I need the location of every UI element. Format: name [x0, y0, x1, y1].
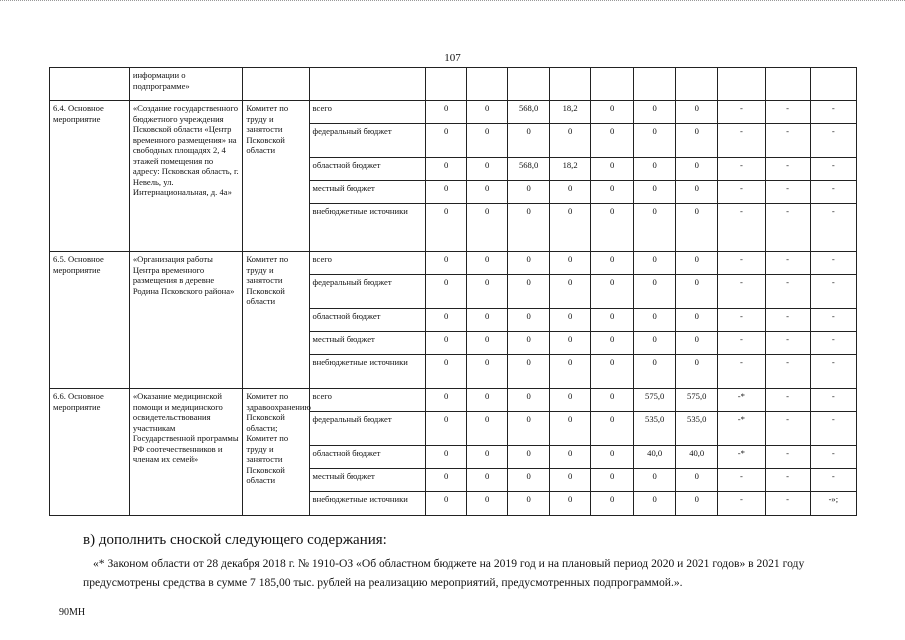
value-cell: 0 [634, 309, 676, 332]
value-cell: 0 [508, 412, 550, 446]
value-cell: 0 [467, 412, 508, 446]
funding-source: местный бюджет [309, 469, 426, 492]
value-cell: 0 [550, 412, 591, 446]
value-cell: 0 [467, 309, 508, 332]
table-cell [243, 68, 309, 101]
value-cell: 0 [634, 101, 676, 124]
value-cell: 568,0 [508, 158, 550, 181]
value-cell: 0 [591, 469, 634, 492]
value-cell: 0 [591, 492, 634, 516]
value-cell: 0 [676, 204, 718, 252]
value-cell: 0 [550, 469, 591, 492]
value-cell: 0 [591, 124, 634, 158]
section-executor: Комитет по здравоохранению Псковской области; Комитет по труду и занятости Псковской области [243, 389, 309, 516]
value-cell: 0 [467, 158, 508, 181]
value-cell: 0 [676, 181, 718, 204]
value-cell: 0 [634, 332, 676, 355]
value-cell: 0 [676, 332, 718, 355]
value-cell: - [718, 158, 765, 181]
value-cell: - [718, 355, 765, 389]
value-cell: 0 [550, 389, 591, 412]
funding-source: местный бюджет [309, 181, 426, 204]
value-cell: 535,0 [676, 412, 718, 446]
value-cell: - [765, 492, 810, 516]
table-row [50, 389, 857, 412]
value-cell: 0 [467, 332, 508, 355]
value-cell: 0 [550, 355, 591, 389]
value-cell: - [765, 389, 810, 412]
table-cell [550, 68, 591, 101]
value-cell: - [810, 332, 856, 355]
value-cell: 0 [591, 275, 634, 309]
value-cell: - [810, 412, 856, 446]
table-cell [810, 68, 856, 101]
value-cell: - [718, 492, 765, 516]
value-cell: - [765, 275, 810, 309]
value-cell: 0 [676, 252, 718, 275]
value-cell: 0 [508, 469, 550, 492]
value-cell: - [810, 355, 856, 389]
table-cell [676, 68, 718, 101]
funding-source: всего [309, 252, 426, 275]
value-cell: 0 [467, 355, 508, 389]
value-cell: 0 [676, 355, 718, 389]
value-cell: 0 [426, 204, 467, 252]
value-cell: 0 [634, 181, 676, 204]
funding-source: всего [309, 389, 426, 412]
document-code: 90МН [59, 607, 86, 618]
value-cell: - [765, 252, 810, 275]
table-cell [634, 68, 676, 101]
section-id: 6.4. Основное мероприятие [50, 101, 130, 252]
funding-source: областной бюджет [309, 309, 426, 332]
value-cell: 0 [426, 124, 467, 158]
funding-source: областной бюджет [309, 158, 426, 181]
value-cell: 0 [467, 492, 508, 516]
value-cell: 0 [426, 446, 467, 469]
table-cell [591, 68, 634, 101]
table-cell [50, 68, 130, 101]
value-cell: 0 [426, 355, 467, 389]
value-cell: 0 [467, 252, 508, 275]
value-cell: 0 [591, 389, 634, 412]
value-cell: 0 [426, 181, 467, 204]
value-cell: - [765, 412, 810, 446]
value-cell: 0 [426, 252, 467, 275]
value-cell: 0 [591, 412, 634, 446]
value-cell: 0 [467, 204, 508, 252]
table-cell [508, 68, 550, 101]
funding-source: местный бюджет [309, 332, 426, 355]
table-row [50, 252, 857, 275]
value-cell: 0 [634, 492, 676, 516]
value-cell: 0 [550, 492, 591, 516]
value-cell: - [810, 124, 856, 158]
table-cell [309, 68, 426, 101]
value-cell: - [718, 332, 765, 355]
scan-edge [0, 0, 905, 4]
value-cell: 0 [508, 355, 550, 389]
value-cell: - [765, 181, 810, 204]
value-cell: 0 [591, 181, 634, 204]
value-cell: 0 [676, 469, 718, 492]
table-cell [765, 68, 810, 101]
value-cell: 0 [508, 389, 550, 412]
value-cell: 0 [426, 309, 467, 332]
value-cell: 0 [467, 446, 508, 469]
value-cell: 0 [591, 204, 634, 252]
section-id: 6.6. Основное мероприятие [50, 389, 130, 516]
value-cell: 0 [591, 309, 634, 332]
value-cell: 40,0 [634, 446, 676, 469]
value-cell: 0 [550, 446, 591, 469]
value-cell: 0 [467, 101, 508, 124]
value-cell: 0 [550, 181, 591, 204]
value-cell: - [765, 332, 810, 355]
footer-heading: в) дополнить сноской следующего содержания: [83, 532, 387, 548]
value-cell: 0 [634, 275, 676, 309]
funding-source: внебюджетные источники [309, 355, 426, 389]
value-cell: 0 [676, 101, 718, 124]
value-cell: - [810, 181, 856, 204]
value-cell: - [718, 124, 765, 158]
value-cell: 0 [591, 446, 634, 469]
funding-source: внебюджетные источники [309, 492, 426, 516]
value-cell: - [765, 355, 810, 389]
value-cell: 0 [634, 204, 676, 252]
value-cell: 0 [676, 309, 718, 332]
table-cell [426, 68, 467, 101]
section-id: 6.5. Основное мероприятие [50, 252, 130, 389]
value-cell: 0 [508, 332, 550, 355]
value-cell: 0 [508, 252, 550, 275]
value-cell: 0 [426, 332, 467, 355]
value-cell: 0 [467, 124, 508, 158]
funding-source: областной бюджет [309, 446, 426, 469]
value-cell: - [810, 469, 856, 492]
value-cell: 0 [550, 204, 591, 252]
value-cell: -* [718, 446, 765, 469]
value-cell: 0 [508, 181, 550, 204]
value-cell: - [810, 389, 856, 412]
value-cell: 18,2 [550, 158, 591, 181]
value-cell: - [765, 469, 810, 492]
value-cell: - [718, 181, 765, 204]
value-cell: - [718, 101, 765, 124]
value-cell: 0 [426, 412, 467, 446]
section-description: «Организация работы Центра временного размещения в деревне Родина Псковского района» [129, 252, 242, 389]
value-cell: - [810, 101, 856, 124]
value-cell: 0 [426, 389, 467, 412]
funding-source: федеральный бюджет [309, 124, 426, 158]
value-cell: - [810, 275, 856, 309]
value-cell: -* [718, 412, 765, 446]
section-executor: Комитет по труду и занятости Псковской области [243, 101, 309, 252]
value-cell: 0 [508, 124, 550, 158]
value-cell: 18,2 [550, 101, 591, 124]
value-cell: - [718, 275, 765, 309]
value-cell: 0 [508, 204, 550, 252]
value-cell: 0 [634, 355, 676, 389]
value-cell: 0 [634, 252, 676, 275]
value-cell: 0 [426, 469, 467, 492]
value-cell: 0 [676, 158, 718, 181]
value-cell: 0 [426, 275, 467, 309]
value-cell: - [810, 252, 856, 275]
value-cell: 0 [634, 469, 676, 492]
section-description: «Создание государственного бюджетного учреждения Псковской области «Центр временного размещения» на свободных площадях 2, 4 этажей помещения по адресу: Псковская область, г. Невель, ул. Интернациональная, д. 4а» [129, 101, 242, 252]
value-cell: - [810, 446, 856, 469]
table-cell [467, 68, 508, 101]
value-cell: - [765, 124, 810, 158]
table-row [50, 101, 857, 124]
value-cell: - [718, 309, 765, 332]
value-cell: - [718, 204, 765, 252]
value-cell: 0 [467, 275, 508, 309]
value-cell: - [765, 204, 810, 252]
value-cell: 575,0 [634, 389, 676, 412]
value-cell: 0 [550, 252, 591, 275]
value-cell: - [765, 309, 810, 332]
value-cell: 0 [676, 124, 718, 158]
table-cell [718, 68, 765, 101]
value-cell: - [765, 158, 810, 181]
value-cell: 0 [591, 252, 634, 275]
value-cell: -* [718, 389, 765, 412]
table-row [50, 68, 857, 101]
value-cell: 575,0 [676, 389, 718, 412]
value-cell: 535,0 [634, 412, 676, 446]
value-cell: 0 [508, 446, 550, 469]
footer-note: «* Законом области от 28 декабря 2018 г. № 1910-ОЗ «Об областном бюджете на 2019 год и на плановый период 2020 и 2021 годов» в 2021 году предусмотрены средства в сумме 7 185,00 тыс. рублей на реализацию мероприятий, предусмотренных подпрограммой.». [83, 557, 805, 589]
value-cell: 0 [550, 275, 591, 309]
section-executor: Комитет по труду и занятости Псковской области [243, 252, 309, 389]
value-cell: 568,0 [508, 101, 550, 124]
funding-source: федеральный бюджет [309, 275, 426, 309]
value-cell: 0 [508, 492, 550, 516]
value-cell: - [765, 101, 810, 124]
value-cell: 0 [426, 158, 467, 181]
value-cell: 0 [508, 309, 550, 332]
funding-source: федеральный бюджет [309, 412, 426, 446]
value-cell: 40,0 [676, 446, 718, 469]
value-cell: 0 [676, 275, 718, 309]
section-description: «Оказание медицинской помощи и медицинского освидетельствования участникам Государственной программы РФ соотечественников и членам их семей» [129, 389, 242, 516]
value-cell: 0 [550, 332, 591, 355]
value-cell: - [810, 204, 856, 252]
value-cell: 0 [550, 124, 591, 158]
value-cell: 0 [591, 158, 634, 181]
funding-source: всего [309, 101, 426, 124]
value-cell: 0 [634, 124, 676, 158]
value-cell: 0 [591, 101, 634, 124]
value-cell: 0 [426, 101, 467, 124]
value-cell: - [810, 309, 856, 332]
funding-source: внебюджетные источники [309, 204, 426, 252]
value-cell: - [718, 252, 765, 275]
table-cell: информации о подпрограмме» [129, 68, 242, 101]
value-cell: 0 [467, 181, 508, 204]
value-cell: 0 [676, 492, 718, 516]
value-cell: 0 [467, 389, 508, 412]
value-cell: 0 [591, 332, 634, 355]
value-cell: - [718, 469, 765, 492]
value-cell: 0 [426, 492, 467, 516]
value-cell: 0 [467, 469, 508, 492]
value-cell: - [810, 158, 856, 181]
value-cell: - [765, 446, 810, 469]
value-cell: -»; [810, 492, 856, 516]
page-number: 107 [444, 52, 461, 64]
budget-table [49, 67, 857, 516]
value-cell: 0 [634, 158, 676, 181]
value-cell: 0 [591, 355, 634, 389]
value-cell: 0 [550, 309, 591, 332]
value-cell: 0 [508, 275, 550, 309]
